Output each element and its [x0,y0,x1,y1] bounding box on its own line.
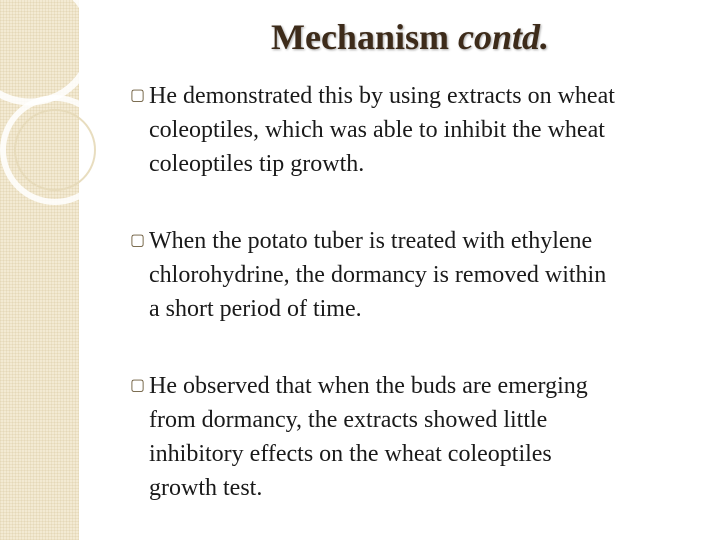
bullet-item [130,368,700,505]
bullet-line [130,223,700,258]
bullet-glyph-icon: ▢ [130,230,146,249]
slide-title [0,16,720,58]
bullet-text: a short period of time. [149,296,362,322]
bullet-text: coleoptiles, which was able to inhibit the wheat [149,117,605,143]
bullet-line [130,368,700,403]
bullet-text: inhibitory effects on the wheat coleoptiles [149,441,552,467]
bullet-item [130,223,700,326]
bullet-text: When the potato tuber is treated with ethylene [149,228,593,254]
bullet-text: from dormancy, the extracts showed little [149,407,548,433]
bullet-glyph-icon: ▢ [130,85,146,104]
bullet-text: He observed that when the buds are emerging [149,373,588,399]
title-main: Mechanism [271,17,449,57]
bullet-text: He demonstrated this by using extracts on wheat [149,83,615,109]
bullet-text: growth test. [149,475,263,501]
bullet-text: chlorohydrine, the dormancy is removed within [149,262,607,288]
bullet-item [130,78,700,181]
bullet-line [130,78,700,113]
bullet-glyph-icon: ▢ [130,375,146,394]
title-italic: contd. [457,17,549,57]
bullet-text: coleoptiles tip growth. [149,151,365,177]
